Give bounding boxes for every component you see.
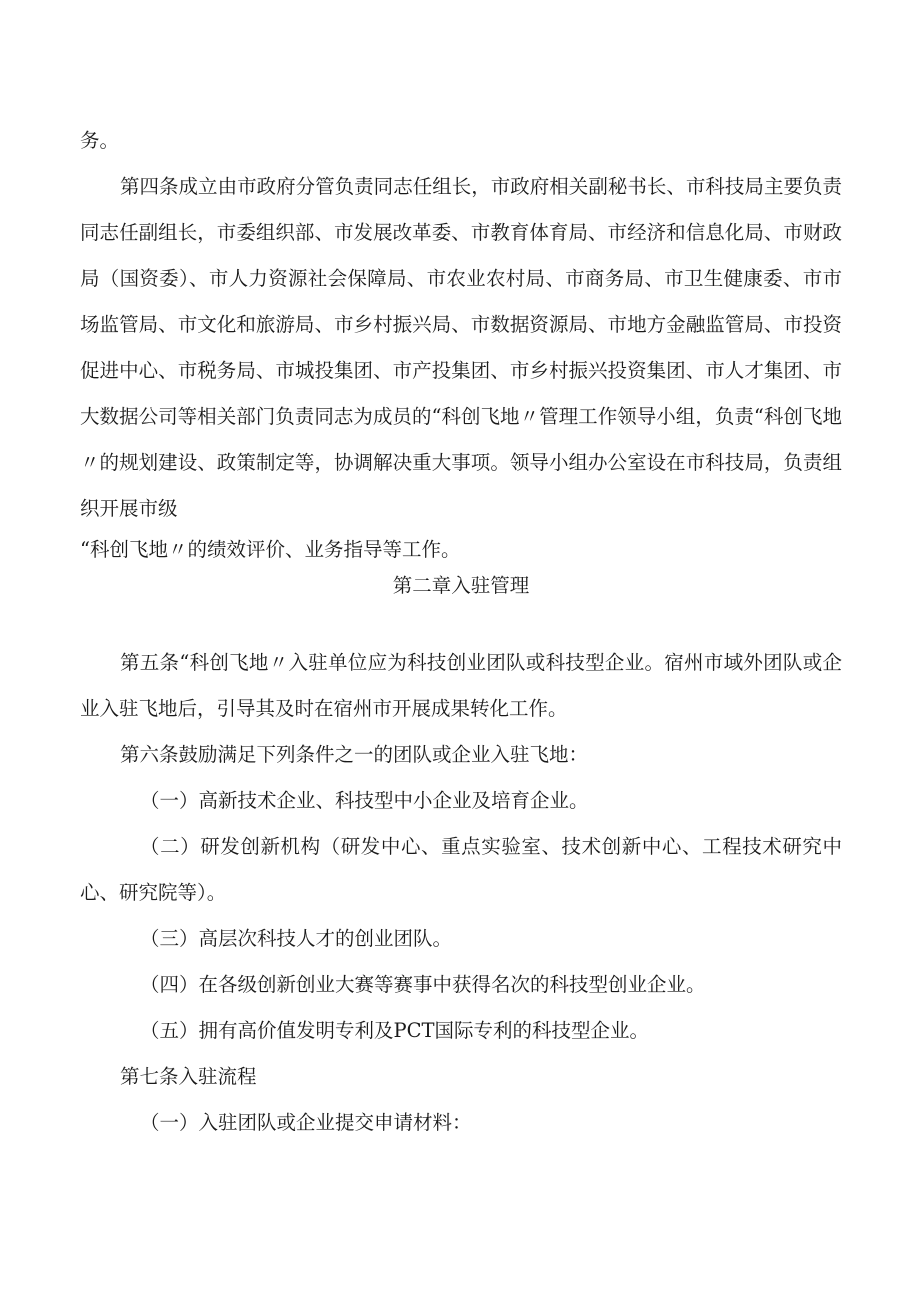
list-item: （四）在各级创新创业大赛等赛事中获得名次的科技型创业企业。 — [140, 973, 706, 996]
list-item: （一）高新技术企业、科技型中小企业及培育企业。 — [140, 789, 589, 812]
list-item: （三）高层次科技人才的创业团队。 — [140, 927, 453, 950]
article-6: 第六条鼓励满足下列条件之一的团队或企业入驻飞地： — [120, 743, 589, 766]
article-4: 第四条成立由市政府分管负责同志任组长，市政府相关副秘书长、市科技局主要负责同志任副组长，市委组织部、市发展改革委、市教育体育局、市经济和信息化局、市财政局（国资委）、市人力资源社会保障局、市农业农村局、市商务局、市卫生健康委、市市场监管局、市文化和旅游局、市乡村振兴局、市数据资源局、市地方金融监管局、市投资促进中心、市税务局、市城投集团、市产投集团、市乡村振兴投资集团、市人才集团、市大数据公司等相关部门负责同志为成员的“科创飞地〃管理工作领导小组，负责“科创飞地〃的规划建设、政策制定等，协调解决重大事项。领导小组办公室设在市科技局，负责组织开展市级 — [80, 175, 842, 520]
article-4-tail: “科创飞地〃的绩效评价、业务指导等工作。 — [80, 538, 461, 561]
chapter-heading: 第二章入驻管理 — [392, 574, 530, 597]
document-page — [80, 118, 842, 1146]
list-item: （一）入驻团队或企业提交申请材料： — [140, 1111, 472, 1134]
article-5: 第五条“科创飞地〃入驻单位应为科技创业团队或科技型企业。宿州市域外团队或企业入驻飞地后，引导其及时在宿州市开展成果转化工作。 — [80, 651, 842, 720]
list-item: （五）拥有高价值发明专利及PCT国际专利的科技型企业。 — [140, 1019, 650, 1042]
article-7: 第七条入驻流程 — [120, 1065, 257, 1088]
list-item: （二）研发创新机构（研发中心、重点实验室、技术创新中心、工程技术研究中心、研究院等）。 — [80, 835, 842, 904]
paragraph-continuation: 务。 — [80, 129, 120, 152]
